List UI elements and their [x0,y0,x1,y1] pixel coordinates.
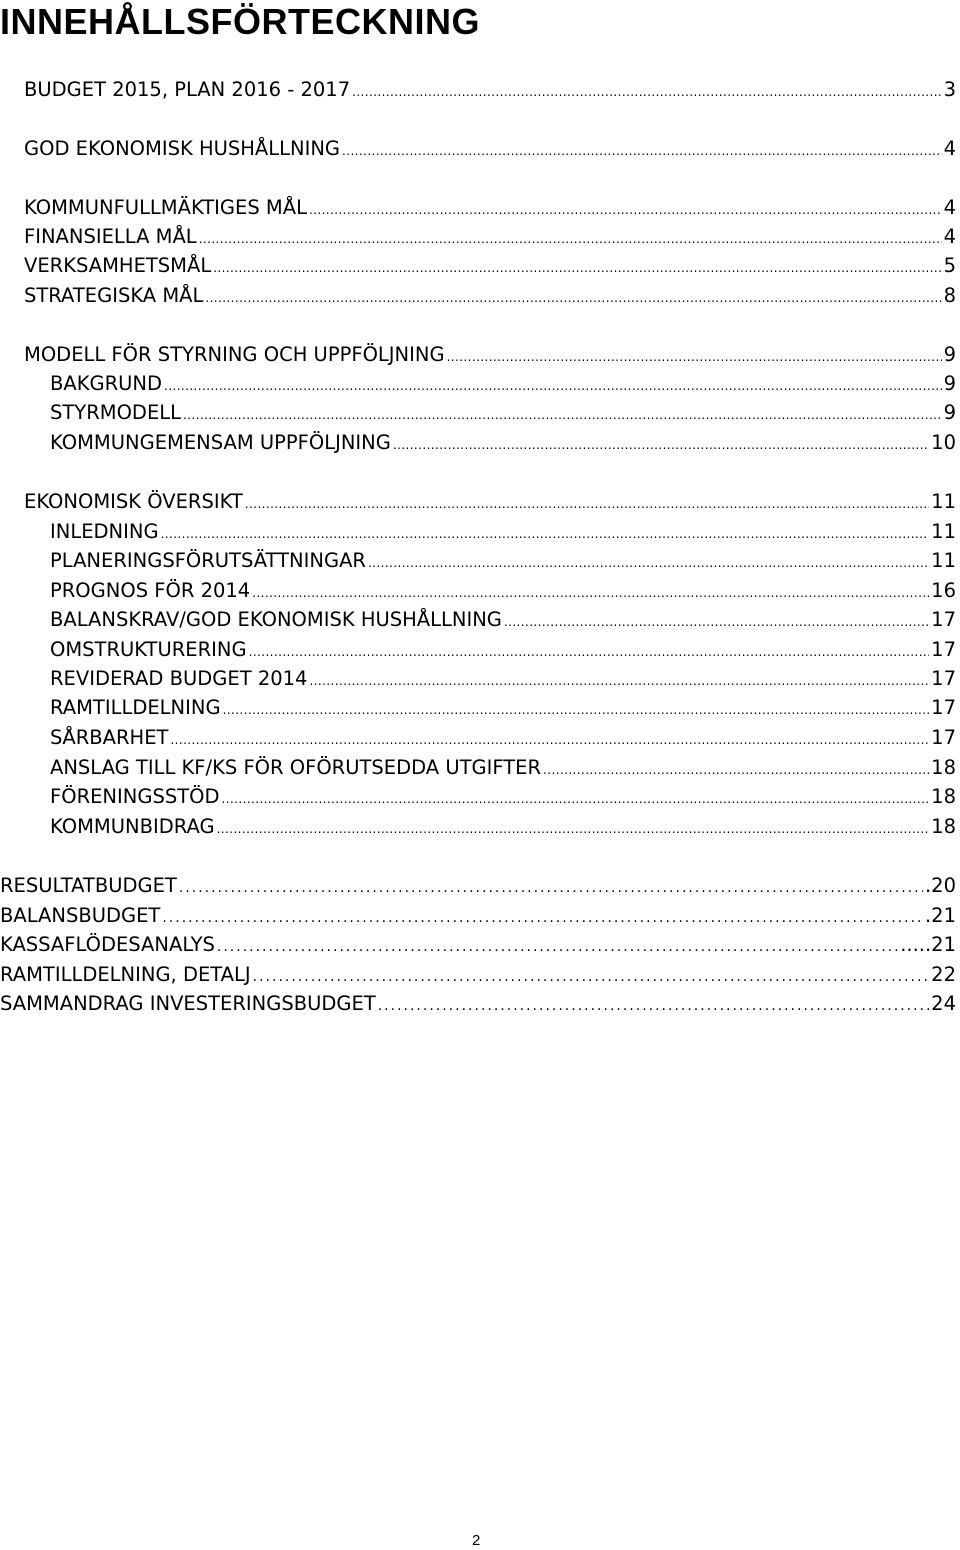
toc-entry[interactable] [24,488,956,516]
toc-entry-label: RAMTILLDELNING [50,696,221,719]
toc-entry-label: KOMMUNBIDRAG [50,815,215,838]
dot-leader [368,549,929,575]
toc-entry-page: .20 [924,874,956,897]
toc-entry-page: 8 [943,284,956,307]
toc-entry-label: VERKSAMHETSMÅL [24,254,212,277]
toc-entry-label: ANSLAG TILL KF/KS FÖR OFÖRUTSEDDA UTGIFTER [50,756,542,779]
toc-entry-label: KASSAFLÖDESANALYS [0,933,215,956]
toc-entry[interactable] [50,813,956,841]
dot-leader [249,638,930,664]
dot-leader [213,254,941,280]
dot-leader [222,785,930,811]
toc-entry[interactable] [0,872,956,900]
dot-leader [447,343,942,369]
toc-entry-page: 17 [931,608,956,631]
toc-entry[interactable] [50,754,956,782]
dot-leader [252,579,929,605]
dot-leader [504,608,929,634]
dot-leader [164,372,942,398]
dot-leader [342,137,942,163]
toc-entry-page: 18 [931,785,956,808]
dot-leader [183,401,942,427]
toc-entry-page: 9 [943,401,956,424]
toc-entry-label: STYRMODELL [50,401,181,424]
dot-leader [393,431,929,457]
toc-entry-page: 16 [931,579,956,602]
toc-entry-page: 4 [943,225,956,248]
toc-entry-label: FÖRENINGSSTÖD [50,785,220,808]
toc-entry-page: .....21 [900,933,956,956]
dot-leader [253,963,930,989]
toc-entry[interactable] [24,252,956,280]
toc-entry[interactable] [50,636,956,664]
toc-entry[interactable] [24,282,956,310]
toc-entry-label: BAKGRUND [50,372,163,395]
dot-leader [543,756,929,782]
toc-entry-label: OMSTRUKTURERING [50,638,247,661]
toc-entry-label: STRATEGISKA MÅL [24,284,204,307]
toc-entry[interactable] [24,223,956,251]
toc-entry[interactable] [50,724,956,752]
toc-entry-label: BUDGET 2015, PLAN 2016 - 2017 [24,78,351,101]
toc-entry[interactable] [0,961,956,989]
toc-entry[interactable] [50,606,956,634]
dot-leader [199,225,942,251]
dot-leader [352,78,941,104]
toc-entry[interactable] [50,429,956,457]
toc-entry-page: 5 [943,254,956,277]
toc-entry-page: 17 [931,638,956,661]
toc-entry-label: BALANSBUDGET [0,904,161,927]
dot-leader [245,490,929,516]
toc-entry-page: 11 [931,490,956,513]
dot-leader [179,874,923,900]
dot-leader [205,284,941,310]
dot-leader [378,992,929,1018]
toc-entry-label: SAMMANDRAG INVESTERINGSBUDGET [0,992,376,1015]
toc-entry-page: .21 [924,904,956,927]
toc-entry[interactable] [50,577,956,605]
toc-entry-page: 11 [931,520,956,543]
page-number: 2 [472,1532,481,1549]
toc-entry[interactable] [24,341,956,369]
dot-leader [223,696,930,722]
toc-entry-page: 18 [931,815,956,838]
toc-entry-page: 10 [931,431,956,454]
toc-entry-page: 17 [931,696,956,719]
toc-entry[interactable] [24,194,956,222]
toc-entry[interactable] [50,370,956,398]
toc-entry-label: RAMTILLDELNING, DETALJ [0,963,251,986]
toc-entry[interactable] [50,399,956,427]
toc-entry-page: 11 [931,549,956,572]
toc-entry-label: PLANERINGSFÖRUTSÄTTNINGAR [50,549,366,572]
toc-entry[interactable] [24,135,956,163]
dot-leader [170,726,929,752]
dot-leader [309,667,929,693]
dot-leader [161,520,930,546]
toc-entry-page: 18 [931,756,956,779]
toc-entry-page: 9 [943,343,956,366]
toc-entry[interactable] [50,547,956,575]
toc-entry[interactable] [0,990,956,1018]
toc-entry-label: SÅRBARHET [50,726,169,749]
toc-entry-page: 17 [931,726,956,749]
toc-entry-page: 17 [931,667,956,690]
toc-entry-label: MODELL FÖR STYRNING OCH UPPFÖLJNING [24,343,445,366]
toc-entry-label: BALANSKRAV/GOD EKONOMISK HUSHÅLLNING [50,608,502,631]
dot-leader [162,904,923,930]
toc-entry-label: KOMMUNGEMENSAM UPPFÖLJNING [50,431,391,454]
toc-entry-page: 3 [943,78,956,101]
toc-entry[interactable] [50,694,956,722]
toc-title: INNEHÅLLSFÖRTECKNING [0,1,480,42]
toc-entry-label: REVIDERAD BUDGET 2014 [50,667,308,690]
toc-entry-label: KOMMUNFULLMÄKTIGES MÅL [24,196,307,219]
toc-entry[interactable] [0,902,956,930]
dot-leader [309,196,942,222]
toc-entry-page: 24 [931,992,956,1015]
dot-leader [217,815,930,841]
toc-entry-page: 4 [943,196,956,219]
toc-entry[interactable] [50,665,956,693]
toc-entry-page: 9 [943,372,956,395]
toc-entry[interactable] [50,783,956,811]
toc-entry-page: 4 [943,137,956,160]
toc-entry[interactable] [50,518,956,546]
toc-entry-label: RESULTATBUDGET [0,874,177,897]
toc-entry-page: 22 [931,963,956,986]
dot-leader [217,933,898,959]
toc-entry[interactable] [24,76,956,104]
toc-entry-label: INLEDNING [50,520,159,543]
toc-entry-label: FINANSIELLA MÅL [24,225,197,248]
toc-entry[interactable] [0,931,956,959]
toc-entry-label: GOD EKONOMISK HUSHÅLLNING [24,137,341,160]
toc-entry-label: EKONOMISK ÖVERSIKT [24,490,243,513]
toc-entry-label: PROGNOS FÖR 2014 [50,579,251,602]
